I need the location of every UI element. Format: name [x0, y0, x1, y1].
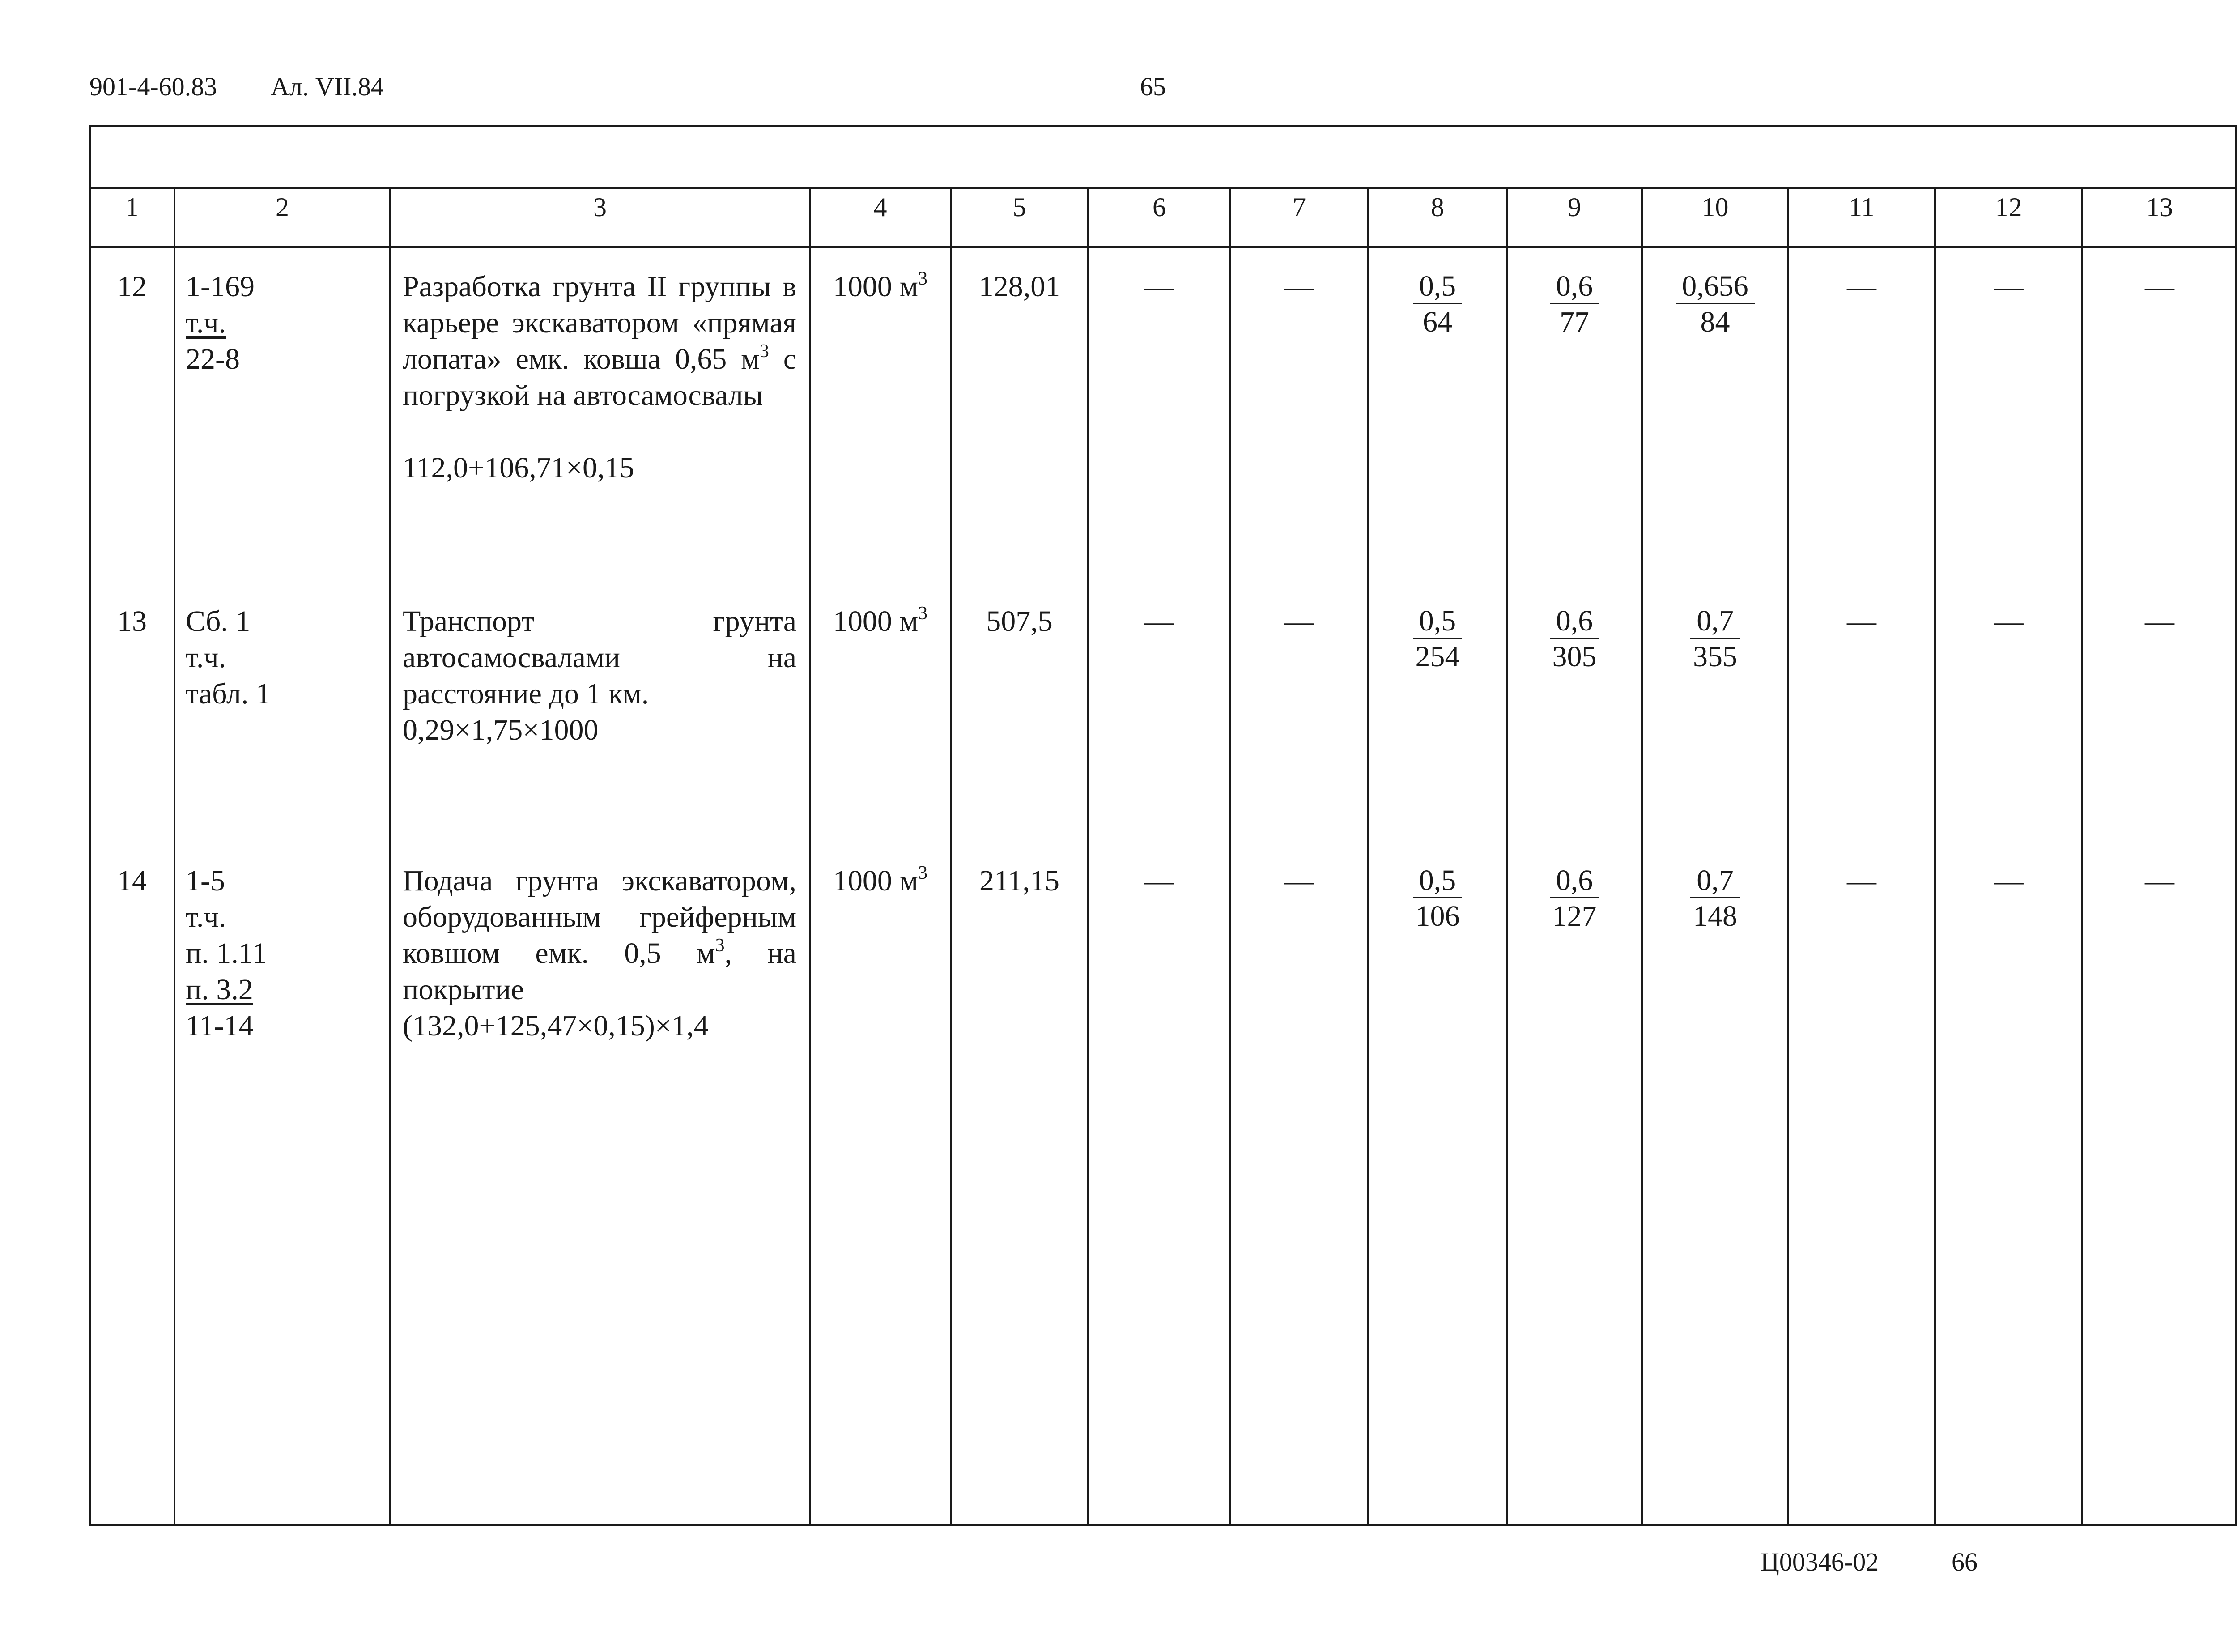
empty-value-dash: —: [1994, 864, 2024, 897]
empty-value-dash: —: [1284, 605, 1314, 638]
unit-of-measure: 1000 $м^3$: [833, 268, 928, 303]
calculation-formula: 112,0+106,71×0,15: [403, 451, 634, 484]
column-number-11: 11: [1849, 192, 1875, 222]
calculation-formula: (132,0+125,47×0,15)×1,4: [403, 1009, 709, 1042]
empty-value-dash: —: [1284, 270, 1314, 303]
row-number: 12: [117, 270, 147, 303]
fraction-value: $\frac{0,6}{77}$: [1507, 268, 1642, 340]
fraction-value: $\frac{0,5}{64}$: [1368, 268, 1507, 340]
fraction-value: $\frac{0,5}{106}$: [1368, 863, 1507, 934]
column-number-7: 7: [1293, 192, 1306, 222]
calculation-formula: 0,29×1,75×1000: [403, 714, 599, 746]
column-number-2: 2: [276, 192, 289, 222]
fraction-value: $\frac{0,7}{355}$: [1642, 603, 1788, 675]
empty-value-dash: —: [1847, 270, 1876, 303]
fraction-value: $\frac{0,7}{148}$: [1642, 863, 1788, 934]
empty-value-dash: —: [2145, 864, 2174, 897]
work-description: Транспорт грунта автосамосвалами на расстояние до 1 км.: [403, 605, 796, 710]
quantity: 128,01: [978, 270, 1060, 303]
empty-value-dash: —: [1994, 270, 2024, 303]
norm-reference-line: 11-14: [186, 1009, 254, 1042]
norm-reference-line: т.ч.: [186, 641, 226, 674]
column-number-10: 10: [1701, 192, 1729, 222]
empty-value-dash: —: [1847, 864, 1876, 897]
column-number-4: 4: [873, 192, 887, 222]
footer-page-number: 66: [1952, 1547, 1978, 1576]
work-description: Разработка грунта II группы в карьере экскаватором «прямая лопата» емк. ковша 0,65 $м^3$ с погрузкой на автосамосвалы: [403, 270, 797, 412]
row-number: 13: [117, 605, 147, 638]
sheet-reference: Ал. VII.84: [271, 72, 384, 101]
empty-value-dash: —: [2145, 270, 2174, 303]
column-number-3: 3: [593, 192, 607, 222]
column-number-1: 1: [125, 192, 139, 222]
row-number: 14: [117, 864, 147, 897]
unit-of-measure: 1000 $м^3$: [833, 603, 928, 638]
norm-reference-line: 22-8: [186, 343, 240, 375]
norm-reference-line: т.ч.: [186, 307, 226, 339]
empty-value-dash: —: [2145, 605, 2174, 638]
work-description: Подача грунта экскаватором, оборудованным грейферным ковшом емк. 0,5 $м^3$, на покрытие: [403, 864, 796, 1006]
norm-reference-line: 1-169: [186, 270, 255, 303]
document-code: 901-4-60.83: [89, 72, 217, 101]
column-number-12: 12: [1995, 192, 2022, 222]
estimate-table: [89, 125, 2237, 1526]
empty-value-dash: —: [1284, 864, 1314, 897]
column-number-5: 5: [1012, 192, 1026, 222]
fraction-value: $\frac{0,656}{84}$: [1642, 268, 1788, 340]
column-number-8: 8: [1431, 192, 1444, 222]
unit-of-measure: 1000 $м^3$: [833, 863, 928, 897]
empty-value-dash: —: [1144, 864, 1174, 897]
quantity: 211,15: [979, 864, 1060, 897]
fraction-value: $\frac{0,6}{305}$: [1507, 603, 1642, 675]
empty-value-dash: —: [1847, 605, 1876, 638]
norm-reference-line: т.ч.: [186, 901, 226, 933]
empty-value-dash: —: [1144, 605, 1174, 638]
column-number-9: 9: [1568, 192, 1581, 222]
fraction-value: $\frac{0,5}{254}$: [1368, 603, 1507, 675]
norm-reference-line: п. 3.2: [186, 973, 253, 1006]
column-number-13: 13: [2146, 192, 2173, 222]
fraction-value: $\frac{0,6}{127}$: [1507, 863, 1642, 934]
empty-value-dash: —: [1144, 270, 1174, 303]
norm-reference-line: п. 1.11: [186, 937, 267, 970]
norm-reference-line: 1-5: [186, 864, 225, 897]
quantity: 507,5: [986, 605, 1053, 638]
norm-reference-line: Сб. 1: [186, 605, 251, 638]
column-number-6: 6: [1153, 192, 1166, 222]
norm-reference-line: табл. 1: [186, 677, 271, 710]
page-number: 65: [1140, 72, 1166, 101]
empty-value-dash: —: [1994, 605, 2024, 638]
footer-document-code: Ц00346-02: [1761, 1547, 1879, 1576]
